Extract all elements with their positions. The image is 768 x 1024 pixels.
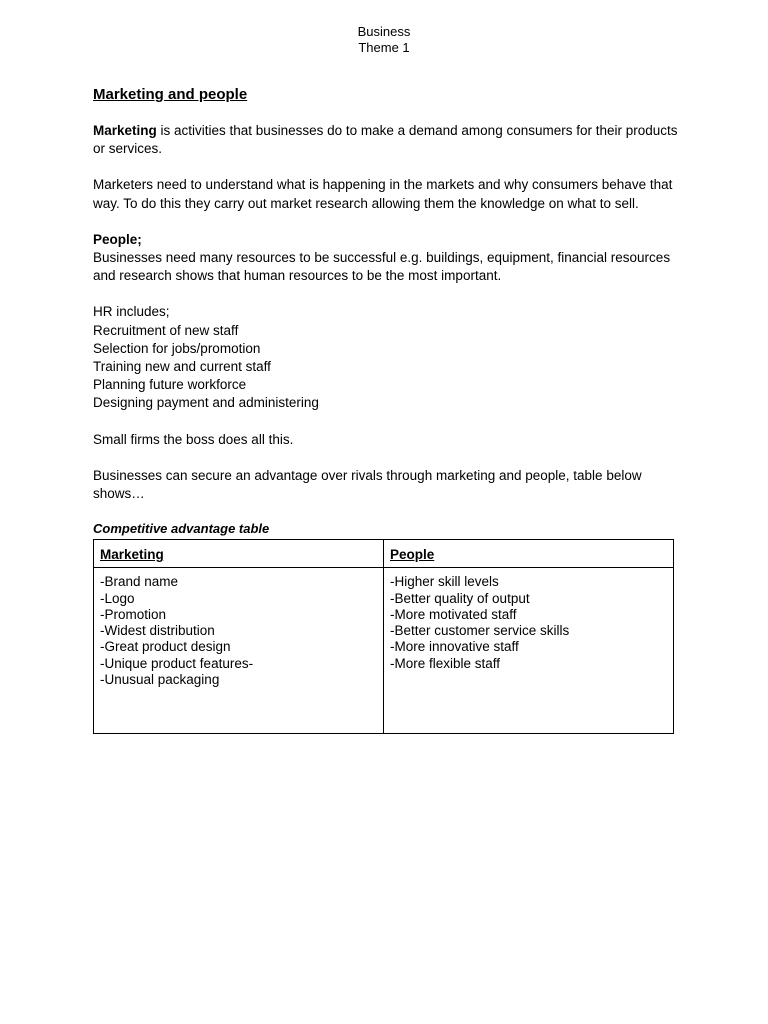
hr-heading: HR includes;: [93, 304, 170, 320]
people-item: -Better customer service skills: [390, 623, 570, 639]
hr-item: Recruitment of new staff: [93, 322, 239, 338]
marketing-column-label: Marketing: [100, 547, 164, 563]
hr-list: [93, 303, 683, 412]
competitive-advantage-table: [93, 539, 674, 734]
marketing-definition-text: is activities that businesses do to make a demand among consumers for their products or services.: [93, 123, 678, 157]
people-item: -More flexible staff: [390, 655, 501, 671]
marketing-item: -Unique product features-: [100, 655, 254, 671]
people-item: -Higher skill levels: [390, 574, 499, 590]
page-title: Marketing and people: [93, 86, 248, 103]
marketing-cell: [94, 568, 384, 734]
people-item: -Better quality of output: [390, 590, 530, 606]
people-text: Businesses need many resources to be successful e.g. buildings, equipment, financial resources and research shows that human resources to be the most important.: [93, 250, 671, 284]
table-header-people: [384, 540, 674, 568]
marketing-item: -Logo: [100, 590, 135, 606]
people-column-label: People: [390, 547, 435, 563]
marketers-paragraph: Marketers need to understand what is happening in the markets and why consumers behave that way. To do this they carry out market research allowing them the knowledge on what to sell.: [93, 177, 673, 211]
hr-item: Training new and current staff: [93, 359, 271, 375]
table-title: Competitive advantage table: [93, 521, 270, 537]
table-header-marketing: [94, 540, 384, 568]
header-theme: Theme 1: [358, 40, 410, 55]
marketing-item: -Promotion: [100, 606, 167, 622]
table-header-row: [94, 540, 674, 568]
marketing-term: Marketing: [93, 123, 157, 138]
marketing-item: -Unusual packaging: [100, 672, 220, 688]
hr-item: Selection for jobs/promotion: [93, 340, 261, 356]
marketing-definition: [93, 122, 683, 158]
marketing-item: -Great product design: [100, 639, 231, 655]
advantage-paragraph: Businesses can secure an advantage over rivals through marketing and people, table below shows…: [93, 467, 642, 502]
people-section: [93, 231, 683, 286]
hr-item: Planning future workforce: [93, 377, 247, 393]
people-cell: [384, 568, 674, 734]
document-body: [93, 86, 683, 734]
page-header: [0, 24, 768, 56]
people-item: -More motivated staff: [390, 606, 517, 622]
hr-item: Designing payment and administering: [93, 395, 319, 411]
marketing-item: -Widest distribution: [100, 623, 215, 639]
table-row: [94, 568, 674, 734]
small-firms-paragraph: Small firms the boss does all this.: [93, 431, 294, 447]
marketing-item: -Brand name: [100, 574, 179, 590]
people-item: -More innovative staff: [390, 639, 519, 655]
header-subject: Business: [357, 24, 411, 39]
people-heading: People;: [93, 231, 142, 247]
